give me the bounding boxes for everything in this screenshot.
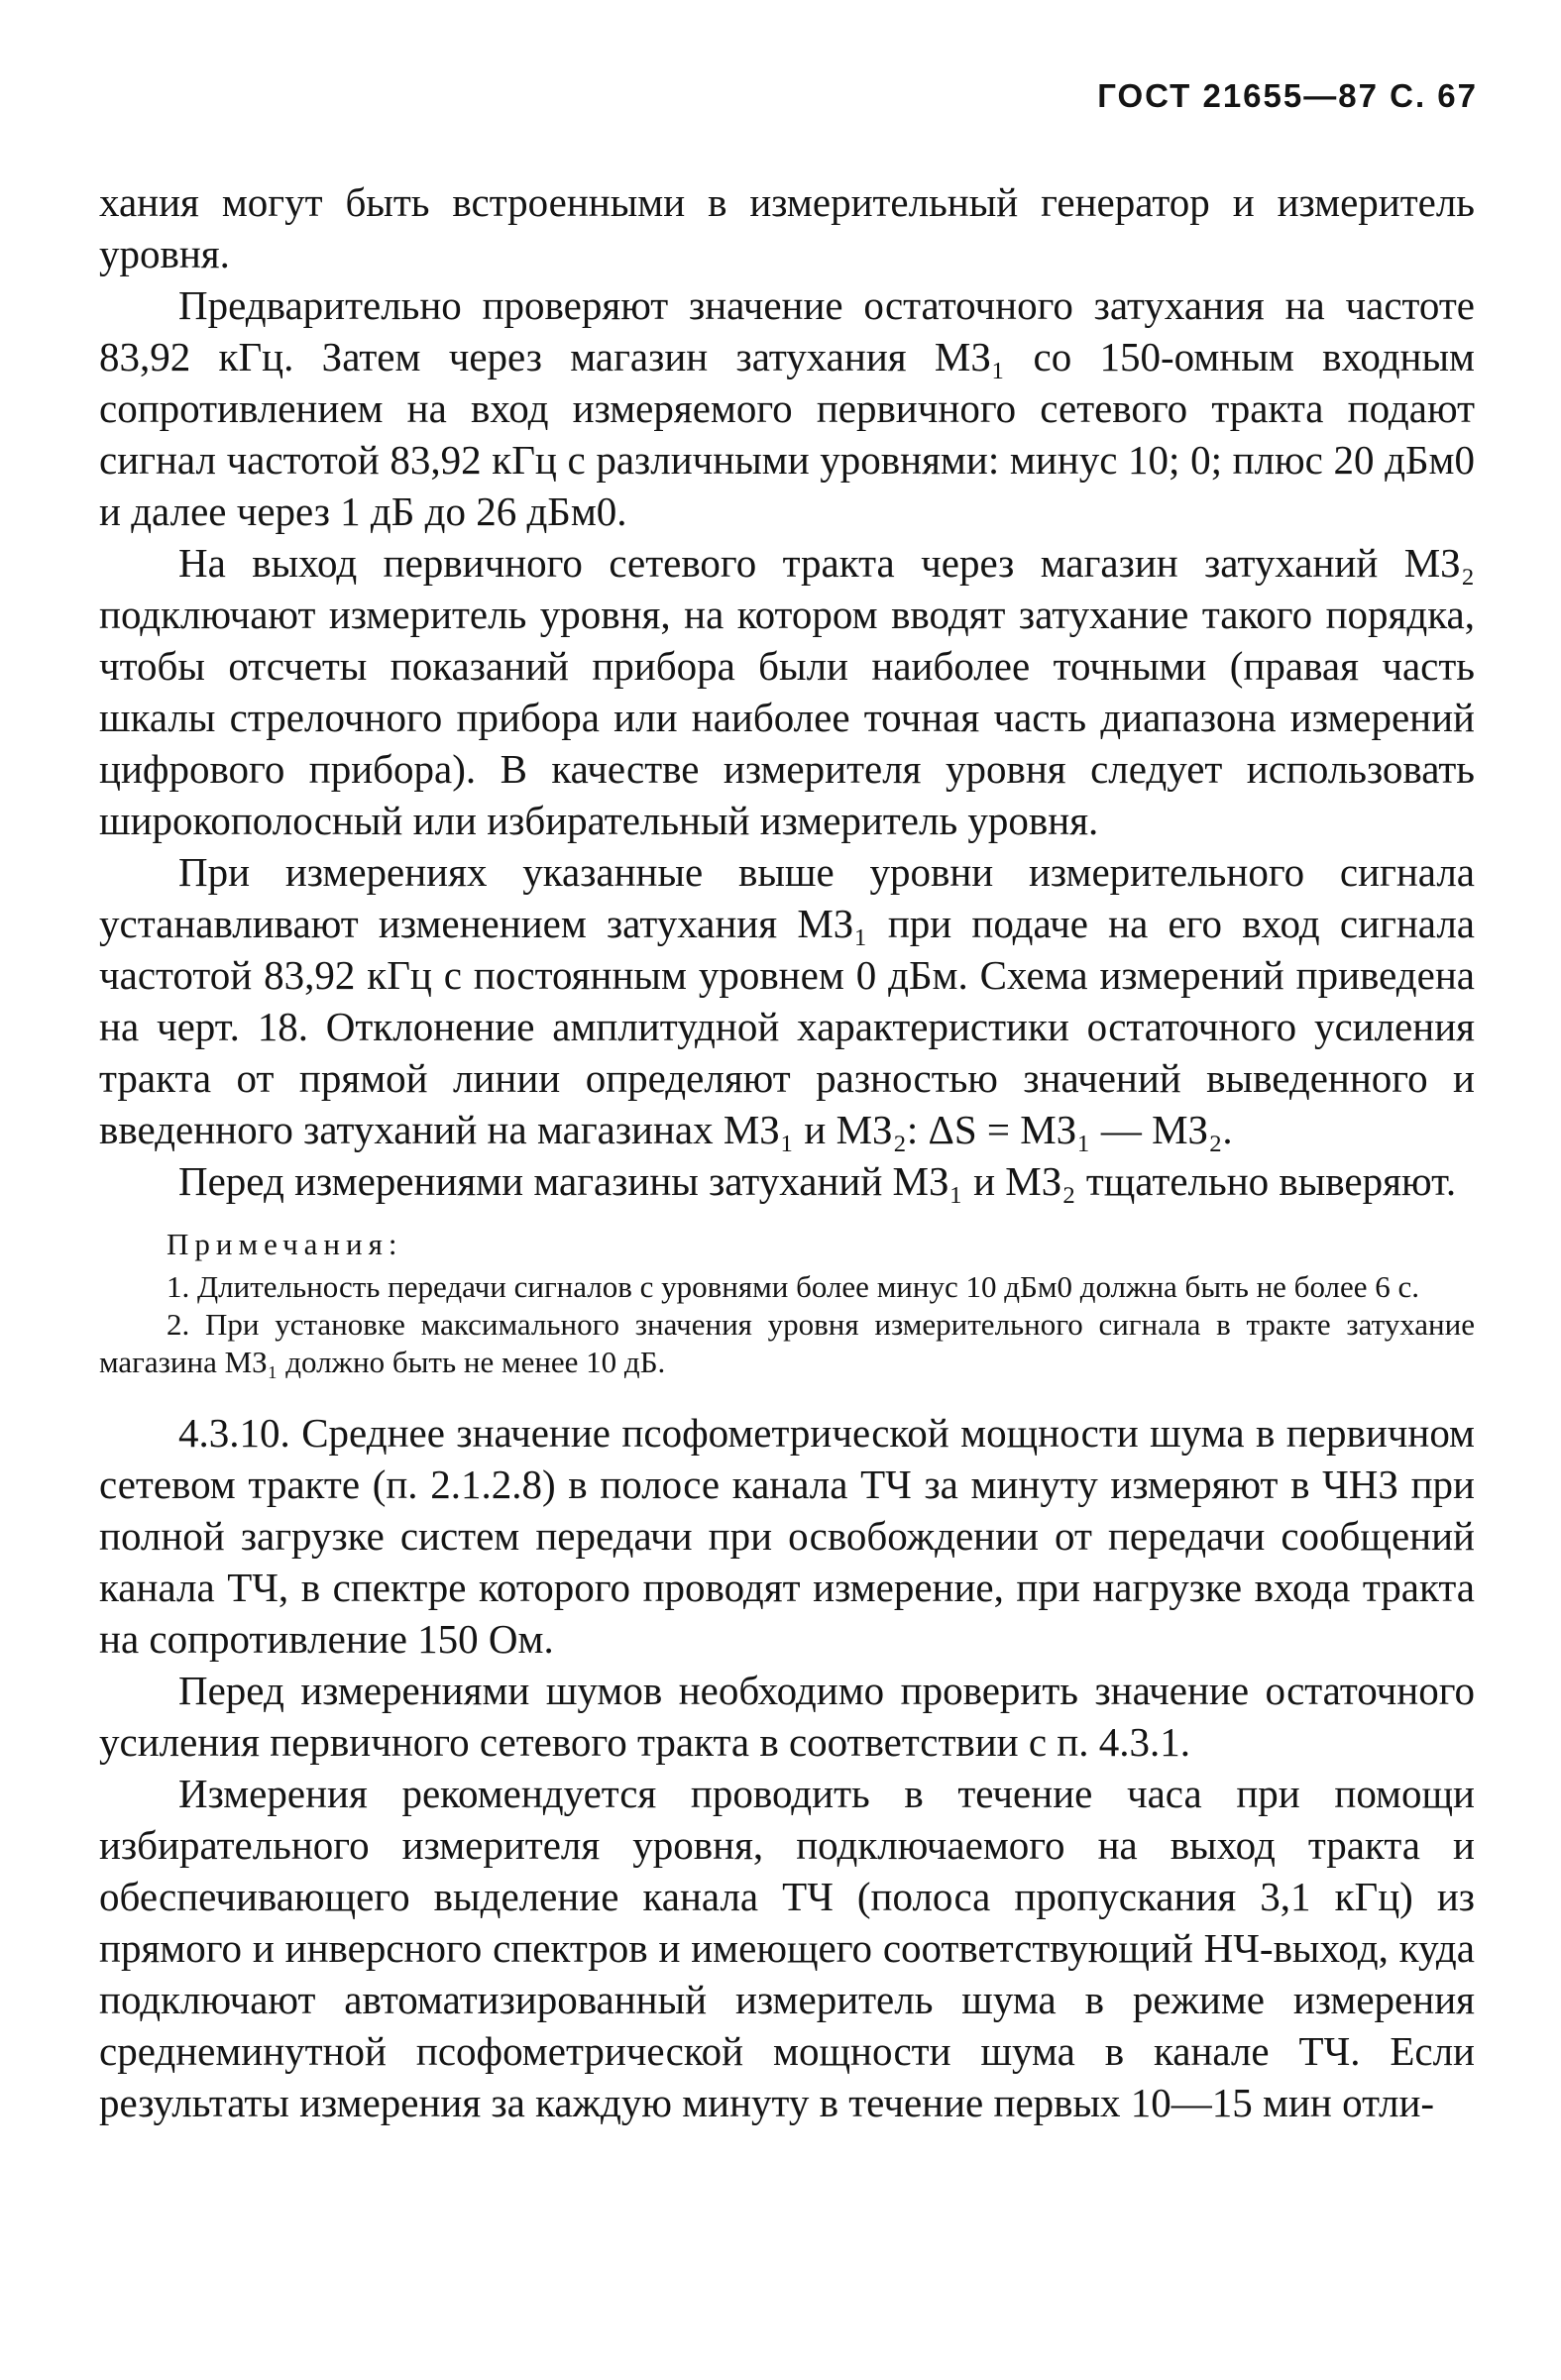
paragraph-section-4-3-10: 4.3.10. Среднее значение псофометрической мощности шума в первичном сетевом тракте (п. 2.1.2.8) в полосе канала ТЧ за минуту измеряют в ЧНЗ при полной загрузке систем передачи при освобождении от передачи сообщений канала ТЧ, в спектре которого проводят измерение, при нагрузке входа тракта на сопротивление 150 Ом. <box>99 1410 1475 1662</box>
paragraph-continuation: хания могут быть встроенными в измерительный генератор и измеритель уровня. <box>99 179 1475 276</box>
paragraph: Перед измерениями магазины затуханий МЗ₁ и МЗ₂ тщательно выверяют. <box>178 1158 1457 1204</box>
paragraph: На выход первичного сетевого тракта через магазин затуханий МЗ₂ подключают измеритель уровня, на котором вводят затухание такого порядка, чтобы отсчеты показаний прибора были наиболее точными (правая часть шкалы стрелочного прибора или наиболее точная часть диапазона измерений цифрового прибора). В качестве измерителя уровня следует использовать широкополосный или избирательный измеритель уровня. <box>99 540 1475 843</box>
note-item: 2. При установке максимального значения уровня измерительного сигнала в тракте затухание магазина МЗ₁ должно быть не менее 10 дБ. <box>99 1307 1475 1379</box>
notes-block <box>99 1225 1475 1381</box>
paragraph: При измерениях указанные выше уровни измерительного сигнала устанавливают изменением затухания МЗ₁ при подаче на его вход сигнала частотой 83,92 кГц с постоянным уровнем 0 дБм. Схема измерений приведена на черт. 18. Отклонение амплитудной характеристики остаточного усиления тракта от прямой линии определяют разностью значений выведенного и введенного затуханий на магазинах МЗ₁ и МЗ₂: ΔS = МЗ₁ — МЗ₂. <box>99 849 1475 1152</box>
notes-title: Примечания: <box>167 1227 403 1261</box>
page-header: ГОСТ 21655—87 С. 67 <box>1097 77 1478 114</box>
note-item: 1. Длительность передачи сигналов с уровнями более минус 10 дБм0 должна быть не более 6 с. <box>167 1269 1420 1304</box>
document-body <box>99 176 1475 2128</box>
paragraph: Измерения рекомендуется проводить в течение часа при помощи избирательного измерителя уровня, подключаемого на выход тракта и обеспечивающего выделение канала ТЧ (полоса пропускания 3,1 кГц) из прямого и инверсного спектров и имеющего соответствующий НЧ-выход, куда подключают автоматизированный измеритель шума в режиме измерения среднеминутной псофометрической мощности шума в канале ТЧ. Если результаты измерения за каждую минуту в течение первых 10—15 мин отли- <box>99 1771 1475 2125</box>
paragraph: Перед измерениями шумов необходимо проверить значение остаточного усиления первичного сетевого тракта в соответствии с п. 4.3.1. <box>99 1668 1475 1765</box>
paragraph: Предварительно проверяют значение остаточного затухания на частоте 83,92 кГц. Затем через магазин затухания МЗ₁ со 150-омным входным сопротивлением на вход измеряемого первичного сетевого тракта подают сигнал частотой 83,92 кГц с различными уровнями: минус 10; 0; плюс 20 дБм0 и далее через 1 дБ до 26 дБм0. <box>99 282 1475 534</box>
